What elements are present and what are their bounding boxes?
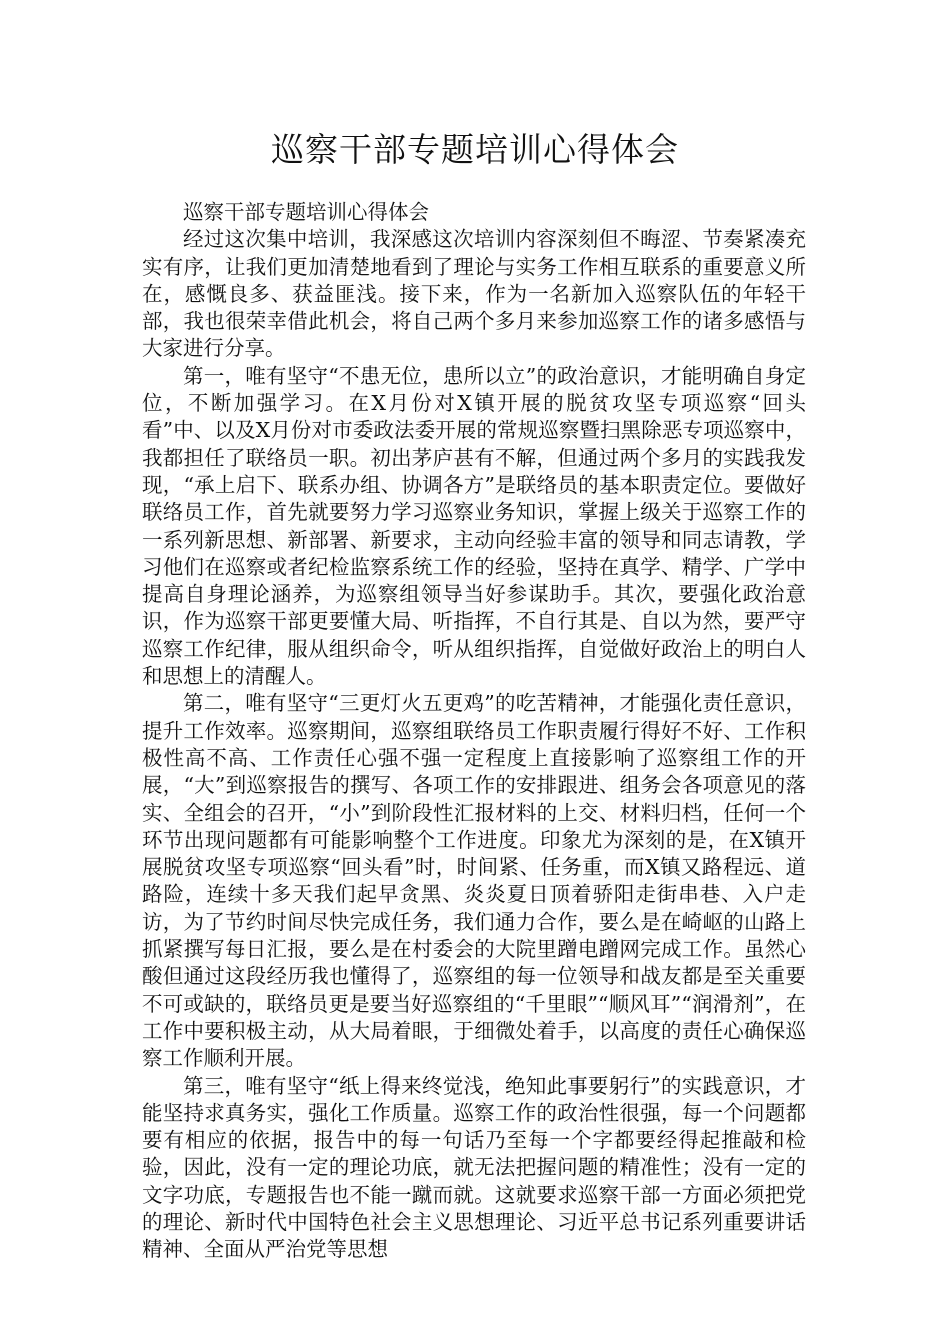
paragraph-second-point: 第二，唯有坚守“三更灯火五更鸡”的吃苦精神，才能强化责任意识，提升工作效率。巡察期间，巡察组联络员工作职责履行得好不好、工作积极性高不高、工作责任心强不强一定程度上直接影响了巡察组工作的开展，“大”到巡察报告的撰写、各项工作的安排跟进、组务会各项意见的落实、全组会的召开，“小”到阶段性汇报材料的上交、材料归档，任何一个环节出现问题都有可能影响整个工作进度。印象尤为深刻的是，在X镇开展脱贫攻坚专项巡察“回头看”时，时间紧、任务重，而X镇又路程远、道路险，连续十多天我们起早贪黑、炎炎夏日顶着骄阳走街串巷、入户走访，为了节约时间尽快完成任务，我们通力合作，要么是在崎岖的山路上抓紧撰写每日汇报，要么是在村委会的大院里蹭电蹭网完成工作。虽然心酸但通过这段经历我也懂得了，巡察组的每一位领导和战友都是至关重要不可或缺的，联络员更是要当好巡察组的“千里眼”“顺风耳”“润滑剂”，在工作中要积极主动，从大局着眼，于细微处着手，以高度的责任心确保巡察工作顺利开展。 bbox=[142, 691, 806, 1071]
document-body bbox=[142, 199, 806, 1264]
paragraph-third-point: 第三，唯有坚守“纸上得来终觉浅，绝知此事要躬行”的实践意识，才能坚持求真务实，强化工作质量。巡察工作的政治性很强，每一个问题都要有相应的依据，报告中的每一句话乃至每一个字都要经得起推敲和检验，因此，没有一定的理论功底，就无法把握问题的精准性；没有一定的文字功底，专题报告也不能一蹴而就。这就要求巡察干部一方面必须把党的理论、新时代中国特色社会主义思想理论、习近平总书记系列重要讲话精神、全面从严治党等思想 bbox=[142, 1073, 806, 1262]
document-title: 巡察干部专题培训心得体会 bbox=[271, 130, 679, 169]
paragraph-intro: 经过这次集中培训，我深感这次培训内容深刻但不晦涩、节奏紧凑充实有序，让我们更加清楚地看到了理论与实务工作相互联系的重要意义所在，感慨良多、获益匪浅。接下来，作为一名新加入巡察队伍的年轻干部，我也很荣幸借此机会，将自己两个多月来参加巡察工作的诸多感悟与大家进行分享。 bbox=[142, 227, 806, 361]
paragraph-subtitle: 巡察干部专题培训心得体会 bbox=[183, 200, 429, 224]
paragraph-first-point: 第一，唯有坚守“不患无位，患所以立”的政治意识，才能明确自身定位，不断加强学习。在X月份对X镇开展的脱贫攻坚专项巡察“回头看”中、以及X月份对市委政法委开展的常规巡察暨扫黑除恶专项巡察中，我都担任了联络员一职。初出茅庐甚有不解，但通过两个多月的实践我发现，“承上启下、联系办组、协调各方”是联络员的基本职责定位。要做好联络员工作，首先就要努力学习巡察业务知识，掌握上级关于巡察工作的一系列新思想、新部署、新要求，主动向经验丰富的领导和同志请教，学习他们在巡察或者纪检监察系统工作的经验，坚持在真学、精学、广学中提高自身理论涵养，为巡察组领导当好参谋助手。其次，要强化政治意识，作为巡察干部更要懂大局、听指挥，不自行其是、自以为然，要严守巡察工作纪律，服从组织命令，听从组织指挥，自觉做好政治上的明白人和思想上的清醒人。 bbox=[142, 363, 806, 689]
